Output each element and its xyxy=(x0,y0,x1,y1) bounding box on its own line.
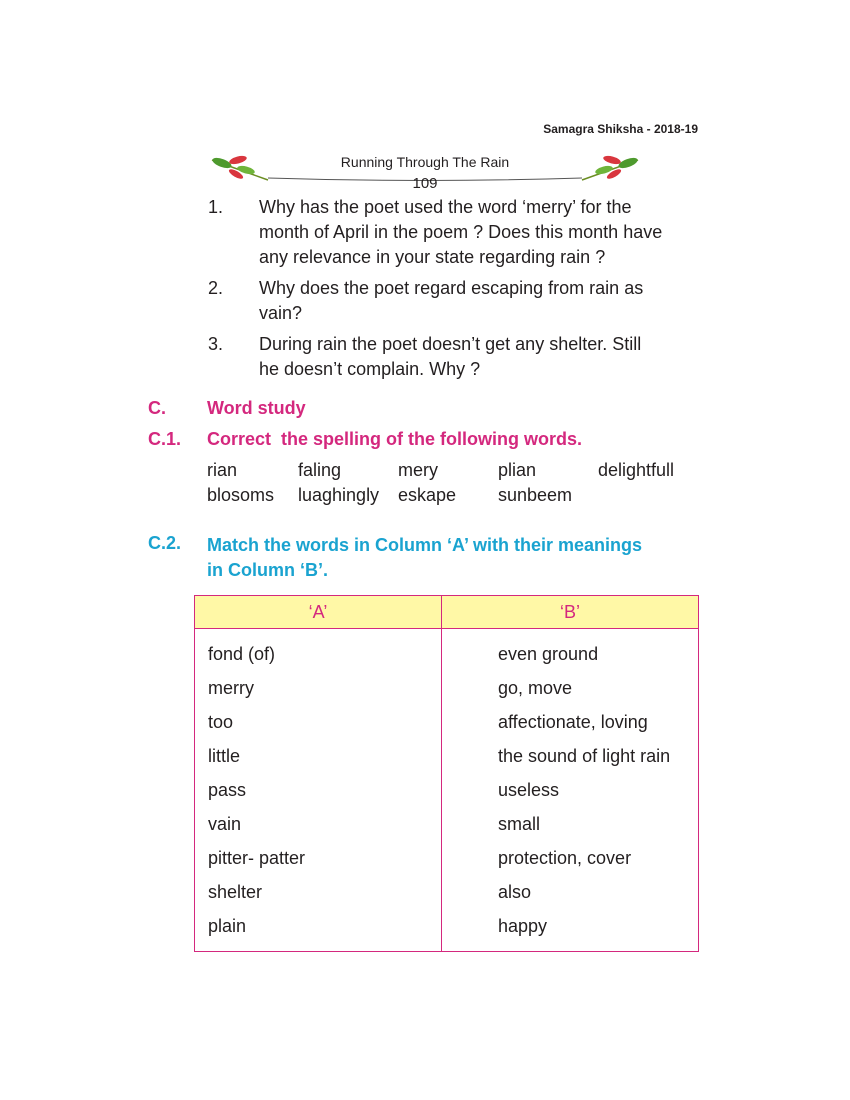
column-b-meaning: happy xyxy=(498,915,548,936)
table-row xyxy=(195,841,699,875)
table-row xyxy=(195,807,699,841)
table-row xyxy=(195,671,699,705)
misspelled-word: eskape xyxy=(398,485,457,505)
table-row xyxy=(195,705,699,739)
column-a-word: plain xyxy=(195,909,442,952)
misspelled-word: blosoms xyxy=(207,485,275,505)
column-a-word: shelter xyxy=(195,875,442,909)
column-a-word: little xyxy=(195,739,442,773)
question-line: During rain the poet doesn’t get any shelter. Still xyxy=(259,334,642,354)
section-title xyxy=(207,533,707,583)
misspelled-word: sunbeem xyxy=(498,485,573,505)
column-b-meaning: go, move xyxy=(498,677,573,698)
question-number: 2. xyxy=(208,278,224,298)
column-a-word: merry xyxy=(195,671,442,705)
question-number: 1. xyxy=(208,197,224,217)
column-a-word: pass xyxy=(195,773,442,807)
section-title: Word study xyxy=(207,398,306,418)
question-text xyxy=(259,195,689,270)
column-a-word: too xyxy=(195,705,442,739)
table-row xyxy=(195,739,699,773)
column-b-meaning: affectionate, loving xyxy=(498,711,648,732)
section-number: C.1. xyxy=(148,429,182,449)
table-row xyxy=(195,629,699,672)
table-row xyxy=(195,773,699,807)
section-number: C.2. xyxy=(148,533,182,553)
misspelled-word: faling xyxy=(298,460,342,480)
column-b-meaning: also xyxy=(498,881,532,902)
misspelled-word: mery xyxy=(398,460,438,480)
column-b-meaning: the sound of light rain xyxy=(498,745,671,766)
column-a-word: vain xyxy=(195,807,442,841)
series-label: Samagra Shiksha - 2018-19 xyxy=(543,122,698,136)
question-line: any relevance in your state regarding rain ? xyxy=(259,247,606,267)
question-text xyxy=(259,276,689,326)
question-line: Why has the poet used the word ‘merry’ for the xyxy=(259,197,632,217)
page-number: 109 xyxy=(412,175,438,192)
matching-table xyxy=(194,595,699,952)
question-line: Why does the poet regard escaping from rain as xyxy=(259,278,644,298)
column-a-header: ‘A’ xyxy=(195,596,442,629)
column-b-meaning: even ground xyxy=(498,643,599,664)
section-number: C. xyxy=(148,398,166,418)
column-a-word: fond (of) xyxy=(195,629,442,672)
column-b-meaning: useless xyxy=(498,779,560,800)
column-a-word: pitter- patter xyxy=(195,841,442,875)
question-line: vain? xyxy=(259,303,303,323)
question-number: 3. xyxy=(208,334,224,354)
misspelled-word: delightfull xyxy=(598,460,675,480)
question-text xyxy=(259,332,689,382)
misspelled-word: plian xyxy=(498,460,537,480)
column-b-meaning: small xyxy=(498,813,541,834)
column-b-meaning: protection, cover xyxy=(498,847,632,868)
table-header-row xyxy=(195,596,699,629)
section-title: Correct the spelling of the following words. xyxy=(207,429,583,449)
chapter-title: Running Through The Rain xyxy=(340,154,510,170)
section-title-line: in Column ‘B’. xyxy=(207,560,328,580)
column-b-header: ‘B’ xyxy=(442,596,699,629)
question-line: month of April in the poem ? Does this month have xyxy=(259,222,663,242)
misspelled-word: rian xyxy=(207,460,238,480)
misspelled-word: luaghingly xyxy=(298,485,380,505)
table-row xyxy=(195,875,699,909)
question-line: he doesn’t complain. Why ? xyxy=(259,359,481,379)
section-title-line: Match the words in Column ‘A’ with their meanings xyxy=(207,535,643,555)
table-row xyxy=(195,909,699,952)
